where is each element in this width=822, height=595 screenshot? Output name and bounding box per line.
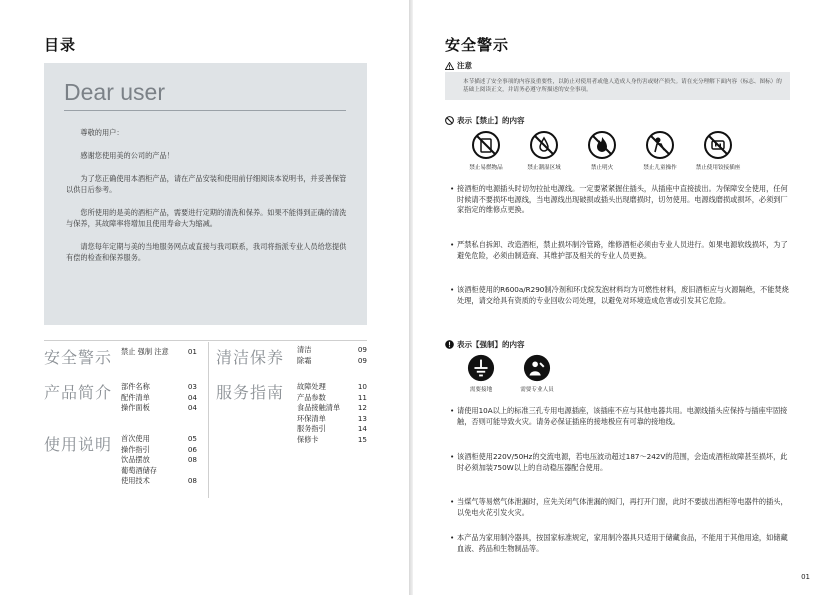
ground-icon	[467, 354, 495, 382]
letter-box	[44, 63, 367, 325]
mandatory-heading: 表示【强制】的内容	[445, 339, 525, 350]
mandatory-paragraph: • 请使用10A以上的标准三孔专用电源插座，该插座不应与其他电器共用。电源线插头应保持与插座牢固接触，否则可能导致火灾。请务必保证插座的接地极应有可靠的接地线。	[450, 406, 788, 426]
toc-section-safety[interactable]: 安全警示	[44, 348, 113, 367]
page-title-safety: 安全警示	[445, 36, 510, 54]
prohibit-paragraph: • 该酒柜使用的R600a/R290制冷剂和环戊烷发泡材料均为可燃性材料，废旧酒柜应与火源隔绝，不能焚烧处理，请交给具有资质的专业回收公司处理，以避免对环境造成危害或引发其它危险。	[450, 285, 789, 305]
toc-entry[interactable]: 操作指引 06	[121, 444, 197, 454]
toc-entry[interactable]: 产品参数 11	[297, 392, 367, 402]
mandatory-paragraph: • 该酒柜使用220V/50Hz的交流电源，若电压波动超过187～242V的范围，会造成酒柜故障甚至损坏，此时必须加装750W以上的自动稳压器配合使用。	[450, 452, 788, 472]
letter-paragraph: 请您每年定期与美的当地服务网点或直接与我司联系，我司将指派专业人员给您提供有偿的检查和保养服务。	[66, 242, 347, 262]
toc-section-cleaning[interactable]: 清洁保养	[216, 348, 285, 367]
mandatory-icon	[445, 340, 454, 349]
toc-list-cleaning	[297, 345, 367, 366]
toc-entry[interactable]: 清洁 09	[297, 345, 367, 354]
prohibit-icon	[445, 116, 454, 125]
letter-body	[66, 127, 347, 275]
letter-paragraph: 为了您正确使用本酒柜产品，请在产品安装和使用前仔细阅读本说明书，并妥善保管以供日后参考。	[66, 174, 347, 194]
toc-entry[interactable]: 部件名称 03	[121, 382, 197, 391]
prohibit-item: 禁止易燃物品	[457, 130, 515, 171]
right-page	[413, 0, 822, 595]
professional-icon	[523, 354, 551, 382]
toc-entry[interactable]: 保修卡 15	[297, 434, 367, 444]
mandatory-item: 需要专业人员	[507, 354, 567, 393]
no-wet-hand-icon	[529, 130, 559, 160]
letter-paragraph: 尊敬的用户：	[80, 128, 124, 137]
no-socket-icon	[703, 130, 733, 160]
toc-entry[interactable]: 环保清单 13	[297, 413, 367, 423]
mandatory-item: 需要接地	[455, 354, 507, 393]
caution-notice: 本节描述了安全事项的内容及重要性，以防止对使用者或他人造成人身伤害或财产损失。请在充分理解下面内容（标志、图标）的基础上阅读正文，并请务必遵守所描述的安全事项。	[445, 72, 790, 100]
toc-entry[interactable]: 使用技术 08	[121, 476, 197, 485]
toc-entry[interactable]: 首次使用 05	[121, 434, 197, 443]
toc-list-safety	[121, 347, 197, 358]
toc-list-product	[121, 382, 197, 414]
mandatory-paragraph: • 本产品为家用制冷器具，按国家标准规定，家用制冷器具只适用于储藏食品，不能用于其他用途，如储藏血液、药品和生物制品等。	[450, 533, 788, 553]
toc-entry[interactable]: 除霜 09	[297, 355, 367, 365]
toc-column-divider	[208, 342, 209, 498]
no-fire-icon	[587, 130, 617, 160]
letter-paragraph: 感谢您使用美的公司的产品！	[80, 151, 174, 160]
no-flammable-icon	[471, 130, 501, 160]
toc-list-service	[297, 382, 367, 445]
toc-entry[interactable]: 食品接触清单 12	[297, 403, 367, 412]
letter-greeting: Dear user	[64, 79, 165, 105]
toc-list-usage	[121, 434, 197, 487]
left-page	[0, 0, 409, 595]
toc-section-product[interactable]: 产品简介	[44, 383, 113, 402]
toc-section-usage[interactable]: 使用说明	[44, 435, 113, 454]
warning-triangle-icon	[445, 62, 454, 70]
prohibit-paragraph: • 严禁私自拆卸、改造酒柜，禁止损坏制冷管路，维修酒柜必须由专业人员进行。如果电源软线损坏，为了避免危险，必须由制造商、其维护部及相关的专业人员更换。	[450, 240, 788, 260]
prohibit-item: 禁止潮湿区域	[515, 130, 573, 171]
toc-entry[interactable]: 服务指引 14	[297, 424, 367, 433]
toc-entry[interactable]: 葡萄酒储存	[121, 465, 157, 475]
toc-entry[interactable]: 配件清单 04	[121, 392, 197, 402]
letter-divider	[64, 110, 346, 111]
mandatory-paragraph: • 当煤气等易燃气体泄漏时，应先关闭气体泄漏的阀门，再打开门窗，此时不要拔出酒柜等电器件的插头，以免电火花引发火灾。	[450, 497, 788, 517]
page-number: 01	[801, 573, 810, 581]
toc-entry[interactable]: 操作面板 04	[121, 403, 197, 412]
toc-entry[interactable]: 禁止 强制 注意 01	[121, 347, 197, 356]
prohibit-item: 禁止明火	[573, 130, 631, 171]
prohibit-item: 禁止使用铰接插座	[689, 130, 747, 171]
caution-heading: 注意	[445, 60, 472, 71]
toc-divider	[44, 340, 367, 341]
toc-entry[interactable]: 饮品摆放 08	[121, 455, 197, 464]
toc-entry[interactable]: 故障处理 10	[297, 382, 367, 391]
prohibit-paragraph: • 接酒柜的电源插头时切勿拉扯电源线。一定要紧紧握住插头，从插座中直接拔出。为保障安全使用，任何时候请不要损坏电源线，当电源线出现破损或插头出现磨损时，切勿使用。电源线磨损或损坏，必须到厂家指定的维修点更换。	[450, 184, 788, 214]
prohibit-icon-row	[457, 130, 747, 171]
toc-section-service[interactable]: 服务指南	[216, 383, 285, 402]
page-title-contents: 目录	[44, 36, 77, 54]
prohibit-heading: 表示【禁止】的内容	[445, 115, 525, 126]
mandatory-icon-row	[455, 354, 567, 393]
prohibit-item: 禁止儿童操作	[631, 130, 689, 171]
letter-paragraph: 您所使用的是美的酒柜产品，需要进行定期的清洗和保养。如果不能得到正确的清洗与保养，其故障率将增加且使用寿命大为缩减。	[66, 208, 347, 228]
no-child-icon	[645, 130, 675, 160]
